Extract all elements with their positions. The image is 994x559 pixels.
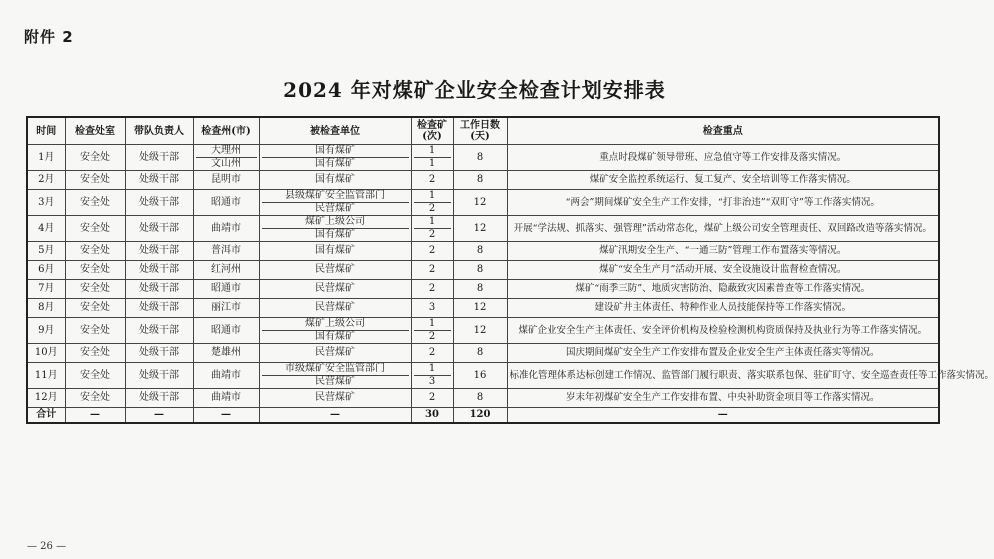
cell-leader: 处级干部 [125,171,193,190]
cell-focus: 开展“学法规、抓落实、强管理”活动常态化，煤矿上级公司安全管理责任、双回路改造等落实情况。 [507,216,939,242]
cell-city [193,280,259,299]
cell-mines-entry: 2 [428,331,436,342]
total-row [27,408,939,424]
total-leader: — [125,408,193,424]
cell-time: 6月 [27,261,65,280]
cell-mines [411,318,453,344]
cell-city [193,242,259,261]
header-row [27,117,939,145]
cell-unit-entry: 国有煤矿 [315,174,355,185]
table-row [27,145,939,171]
cell-unit-entry: 县级煤矿安全监管部门 [262,190,409,203]
cell-city-entry: 昭通市 [211,283,241,294]
cell-unit-entry: 民营煤矿 [315,347,355,358]
cell-city-entry: 昭通市 [211,196,241,208]
total-mines: 30 [411,408,453,424]
cell-unit-entry: 国有煤矿 [315,245,355,256]
cell-mines [411,171,453,190]
cell-leader: 处级干部 [125,216,193,242]
cell-focus: 建设矿井主体责任、特种作业人员技能保持等工作落实情况。 [507,299,939,318]
cell-unit-entry: 市级煤矿安全监管部门 [262,363,409,376]
cell-city [193,299,259,318]
cell-leader: 处级干部 [125,242,193,261]
header-focus: 检查重点 [507,117,939,145]
cell-mines-entry: 3 [428,376,436,387]
cell-unit [259,145,411,171]
cell-mines-entry: 2 [428,283,436,294]
cell-focus: 国庆期间煤矿安全生产工作安排布置及企业安全生产主体责任落实等情况。 [507,344,939,363]
cell-city [193,145,259,171]
cell-mines [411,216,453,242]
table-row [27,389,939,408]
cell-mines [411,190,453,216]
cell-mines-entry: 3 [428,302,436,313]
cell-leader: 处级干部 [125,318,193,344]
cell-unit-entry: 民营煤矿 [315,203,355,214]
cell-leader: 处级干部 [125,389,193,408]
cell-mines-entry: 2 [428,347,436,358]
cell-mines-entry: 2 [428,264,436,275]
cell-city-entry: 红河州 [211,264,241,275]
table-row [27,318,939,344]
cell-mines [411,389,453,408]
inspection-plan-table [26,116,994,424]
cell-focus: 煤矿汛期安全生产、“一通三防”管理工作布置落实等情况。 [507,242,939,261]
cell-time: 2月 [27,171,65,190]
cell-office: 安全处 [65,216,125,242]
cell-mines [411,261,453,280]
cell-focus: “两会”期间煤矿安全生产工作安排，“打非治违”“双盯守”等工作落实情况。 [507,190,939,216]
cell-city-entry: 普洱市 [211,245,241,256]
cell-unit [259,171,411,190]
cell-time: 5月 [27,242,65,261]
cell-city [193,389,259,408]
cell-days: 12 [453,318,507,344]
table-row [27,280,939,299]
cell-mines-entry: 2 [428,203,436,214]
cell-mines-entry: 2 [428,229,436,240]
cell-days: 8 [453,389,507,408]
cell-unit-entry: 国有煤矿 [315,158,355,169]
cell-office: 安全处 [65,190,125,216]
cell-office: 安全处 [65,171,125,190]
cell-focus: 煤矿安全监控系统运行、复工复产、安全培训等工作落实情况。 [507,171,939,190]
cell-office: 安全处 [65,389,125,408]
cell-time: 10月 [27,344,65,363]
cell-city-entry: 文山州 [211,158,241,169]
cell-mines [411,145,453,171]
cell-office: 安全处 [65,280,125,299]
table-row [27,363,939,389]
total-focus: — [507,408,939,424]
cell-city [193,318,259,344]
cell-unit-entry: 国有煤矿 [262,145,409,158]
cell-unit [259,318,411,344]
cell-city-entry: 曲靖市 [211,392,241,403]
table-row [27,190,939,216]
cell-unit [259,299,411,318]
cell-mines [411,242,453,261]
cell-unit [259,389,411,408]
cell-leader: 处级干部 [125,344,193,363]
cell-mines [411,299,453,318]
header-mines: 检查矿(次) [411,117,453,145]
cell-city-entry: 大理州 [196,145,257,158]
table-row [27,216,939,242]
cell-city-entry: 楚雄州 [211,347,241,358]
cell-focus: 岁末年初煤矿安全生产工作安排布置、中央补助资金项目等工作落实情况。 [507,389,939,408]
cell-city-entry: 昭通市 [211,324,241,336]
cell-days: 12 [453,216,507,242]
cell-city-entry: 曲靖市 [211,222,241,234]
cell-office: 安全处 [65,145,125,171]
cell-mines [411,363,453,389]
cell-focus: 标准化管理体系达标创建工作情况、监管部门履行职责、落实联系包保、驻矿盯守、安全巡查责任等工作落实情况。 [507,363,939,389]
cell-days: 12 [453,299,507,318]
cell-days: 8 [453,145,507,171]
cell-leader: 处级干部 [125,363,193,389]
cell-office: 安全处 [65,242,125,261]
cell-unit-entry: 民营煤矿 [315,302,355,313]
header-days: 工作日数(天) [453,117,507,145]
cell-leader: 处级干部 [125,280,193,299]
cell-mines-entry: 1 [414,363,451,376]
header-leader: 带队负责人 [125,117,193,145]
attachment-label: 附件 2 [24,28,74,46]
table-row [27,242,939,261]
page-title: 2024 年对煤矿企业安全检查计划安排表 [283,78,666,102]
cell-mines [411,280,453,299]
cell-time: 1月 [27,145,65,171]
cell-days: 16 [453,363,507,389]
header-unit: 被检查单位 [259,117,411,145]
cell-time: 7月 [27,280,65,299]
cell-mines-entry: 1 [414,145,451,158]
cell-unit [259,363,411,389]
cell-mines-entry: 2 [428,245,436,256]
cell-days: 8 [453,242,507,261]
cell-unit-entry: 国有煤矿 [315,331,355,342]
cell-mines [411,344,453,363]
cell-time: 3月 [27,190,65,216]
table-body [27,145,994,408]
table-row [27,344,939,363]
cell-office: 安全处 [65,261,125,280]
cell-unit-entry: 煤矿上级公司 [262,318,409,331]
total-office: — [65,408,125,424]
cell-city [193,261,259,280]
cell-leader: 处级干部 [125,145,193,171]
header-city: 检查州(市) [193,117,259,145]
cell-city [193,190,259,216]
cell-leader: 处级干部 [125,299,193,318]
total-unit: — [259,408,411,424]
table-row [27,299,939,318]
header-office: 检查处室 [65,117,125,145]
total-days: 120 [453,408,507,424]
cell-unit [259,190,411,216]
cell-time: 8月 [27,299,65,318]
cell-unit-entry: 煤矿上级公司 [262,216,409,229]
page-number: — 26 — [27,541,67,552]
cell-unit-entry: 国有煤矿 [315,229,355,240]
cell-city [193,216,259,242]
cell-time: 4月 [27,216,65,242]
cell-unit [259,280,411,299]
cell-focus: 煤矿企业安全生产主体责任、安全评价机构及检验检测机构资质保持及执业行为等工作落实情况。 [507,318,939,344]
cell-mines-entry: 1 [414,216,451,229]
cell-office: 安全处 [65,344,125,363]
cell-unit [259,242,411,261]
cell-city-entry: 曲靖市 [211,369,241,381]
cell-days: 8 [453,171,507,190]
cell-time: 11月 [27,363,65,389]
cell-office: 安全处 [65,299,125,318]
cell-city-entry: 昆明市 [211,174,241,185]
table-row [27,261,939,280]
cell-unit-entry: 民营煤矿 [315,283,355,294]
cell-days: 8 [453,280,507,299]
cell-unit-entry: 民营煤矿 [315,376,355,387]
cell-city [193,363,259,389]
header-time: 时间 [27,117,65,145]
cell-unit [259,261,411,280]
cell-focus: 重点时段煤矿领导带班、应急值守等工作安排及落实情况。 [507,145,939,171]
cell-mines-entry: 1 [414,318,451,331]
cell-unit [259,216,411,242]
cell-office: 安全处 [65,318,125,344]
cell-leader: 处级干部 [125,261,193,280]
cell-city-entry: 丽江市 [211,302,241,313]
cell-city [193,171,259,190]
cell-time: 12月 [27,389,65,408]
cell-mines-entry: 2 [428,174,436,185]
cell-leader: 处级干部 [125,190,193,216]
cell-city [193,344,259,363]
cell-mines-entry: 2 [428,392,436,403]
cell-unit-entry: 民营煤矿 [315,264,355,275]
cell-unit [259,344,411,363]
cell-mines-entry: 1 [414,190,451,203]
cell-unit-entry: 民营煤矿 [315,392,355,403]
cell-mines-entry: 1 [428,158,436,169]
total-label: 合计 [27,408,65,424]
cell-days: 8 [453,261,507,280]
cell-days: 12 [453,190,507,216]
table-row [27,171,939,190]
cell-focus: 煤矿“雨季三防”、地质灾害防治、隐蔽致灾因素普查等工作落实情况。 [507,280,939,299]
cell-days: 8 [453,344,507,363]
cell-focus: 煤矿“安全生产月”活动开展、安全设施设计监督检查情况。 [507,261,939,280]
total-city: — [193,408,259,424]
cell-office: 安全处 [65,363,125,389]
cell-time: 9月 [27,318,65,344]
